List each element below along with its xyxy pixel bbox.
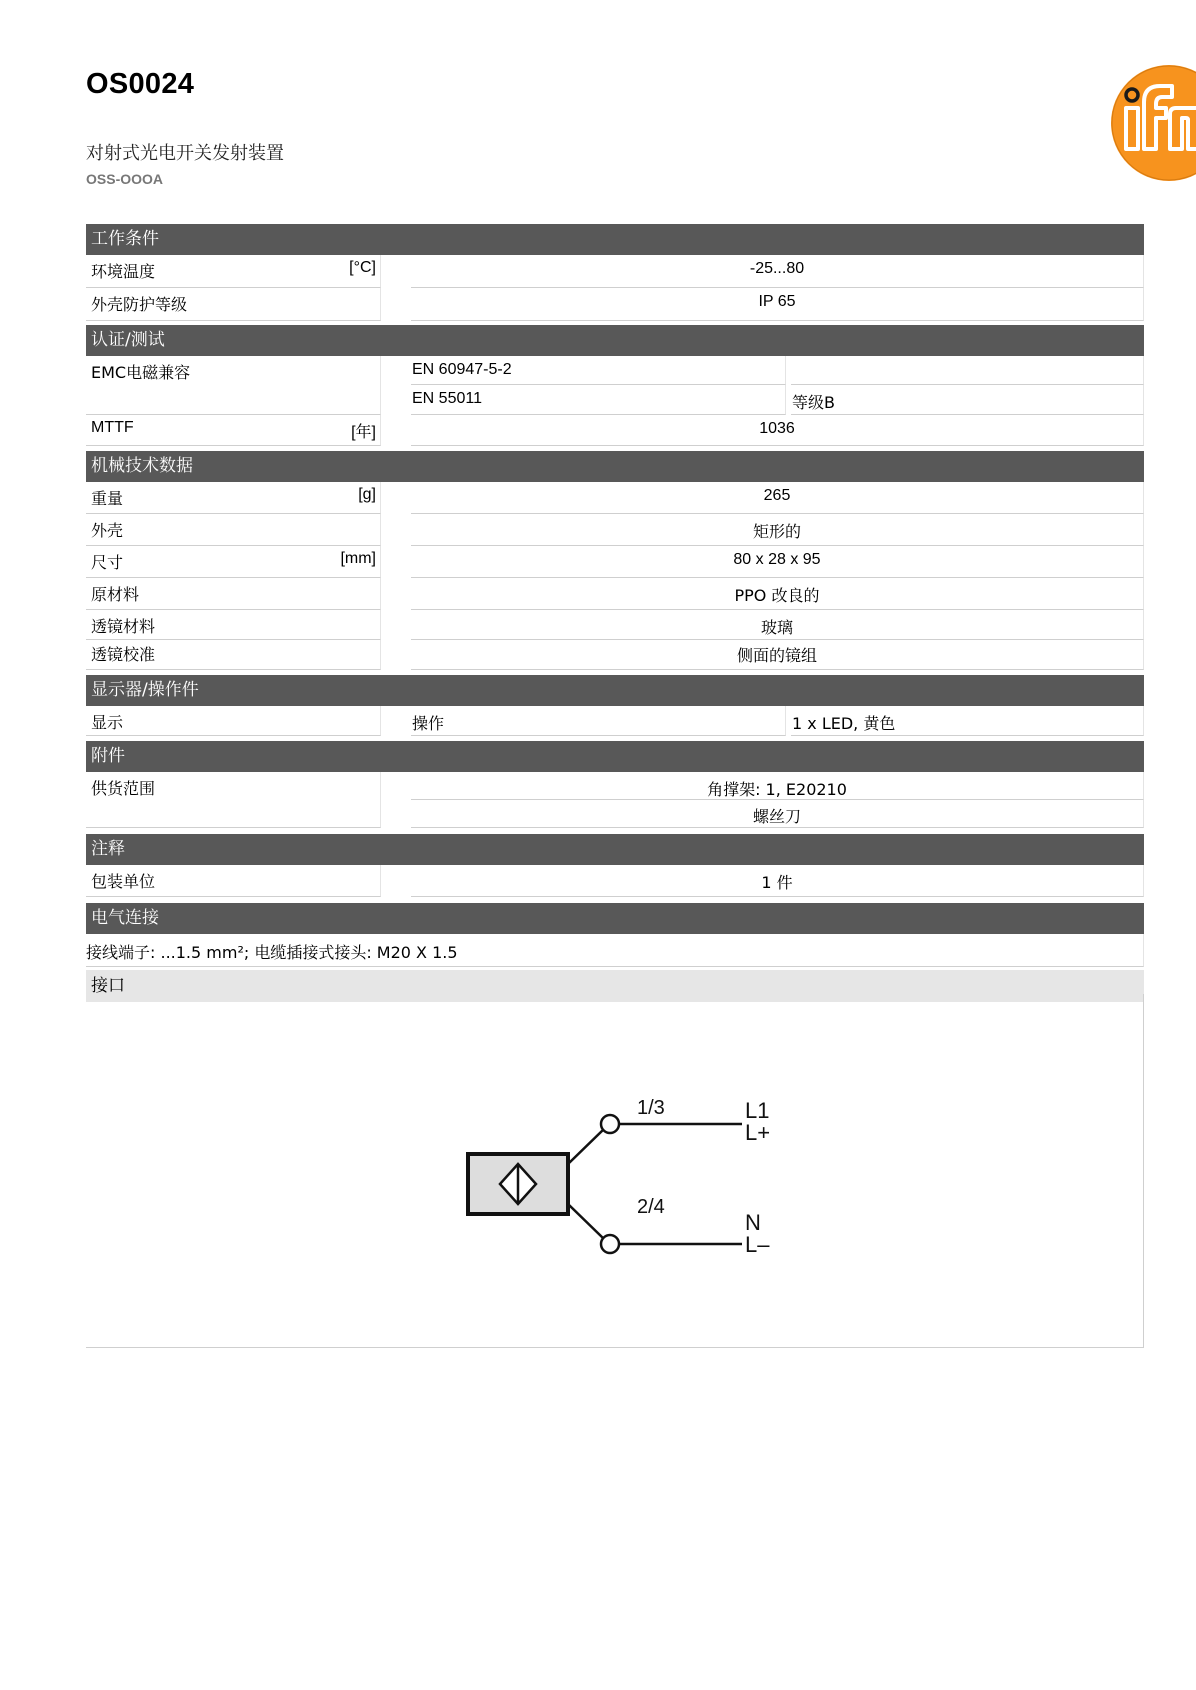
value-display: 1 x LED, 黄色 [792,714,896,733]
value-emc-std1: EN 60947-5-2 [412,361,512,378]
display-operation-label: 操作 [412,714,445,733]
wiring-diagram-frame [86,994,1144,1348]
value-packaging: 1 件 [761,873,793,892]
section-operating: 工作条件 [86,224,1144,255]
value-material: PPO 改良的 [734,586,820,605]
row-electrical [86,934,1144,967]
terminal-l1: L1 [745,1098,770,1123]
row-mttf: MTTF [年] 1036 [86,415,1144,446]
row-display: 显示 操作 1 x LED, 黄色 [86,706,1144,736]
section-interface: 接口 [86,970,1144,1002]
section-accessories: 附件 [86,741,1144,772]
section-approvals: 认证/测试 [86,325,1144,356]
section-mechanical: 机械技术数据 [86,451,1144,482]
row-ambient-temp: 环境温度 [°C] -25...80 [86,255,1144,288]
value-ambient-temp: -25...80 [749,260,805,277]
row-protection: 外壳防护等级 IP 65 [86,288,1144,321]
value-emc-class: 等级B [792,393,835,412]
value-electrical: 接线端子: ...1.5 mm²; 电缆插接式接头: M20 X 1.5 [86,943,458,962]
value-protection: IP 65 [758,293,796,310]
row-material: 原材料 PPO 改良的 [86,578,1144,610]
value-emc-std2: EN 55011 [412,390,482,407]
value-scope-item2: 螺丝刀 [752,807,801,826]
value-housing: 矩形的 [752,522,801,541]
pin-label-top: 1/3 [637,1097,665,1119]
terminal-lplus: L+ [745,1120,771,1145]
product-code: OS0024 [86,68,195,100]
value-weight: 265 [763,487,791,504]
terminal-lminus: L– [745,1232,770,1257]
row-scope: 供货范围 角撑架: 1, E20210 螺丝刀 [86,772,1144,828]
value-mttf: 1036 [759,420,795,437]
row-emc: EMC电磁兼容 EN 60947-5-2 EN 55011 等级B [86,356,1144,415]
row-weight: 重量 [g] 265 [86,482,1144,514]
pin-label-bottom: 2/4 [637,1196,665,1218]
row-dimensions: 尺寸 [mm] 80 x 28 x 95 [86,546,1144,578]
article-number: OSS-OOOA [86,171,164,187]
value-lens-alignment: 侧面的镜组 [736,646,817,665]
row-lens-alignment: 透镜校准 侧面的镜组 [86,640,1144,670]
product-description: 对射式光电开关发射装置 [86,143,284,164]
row-lens-material: 透镜材料 玻璃 [86,610,1144,640]
section-display: 显示器/操作件 [86,675,1144,706]
value-lens-material: 玻璃 [760,618,793,637]
terminal-n: N [745,1210,761,1235]
row-packaging: 包装单位 1 件 [86,865,1144,897]
row-housing: 外壳 矩形的 [86,514,1144,546]
value-scope-item1: 角撑架: 1, E20210 [707,780,847,799]
ifm-logo [1110,64,1196,182]
value-dimensions: 80 x 28 x 95 [733,551,821,568]
section-electrical: 电气连接 [86,903,1144,934]
wiring-diagram [86,994,1144,1348]
section-remarks: 注释 [86,834,1144,865]
